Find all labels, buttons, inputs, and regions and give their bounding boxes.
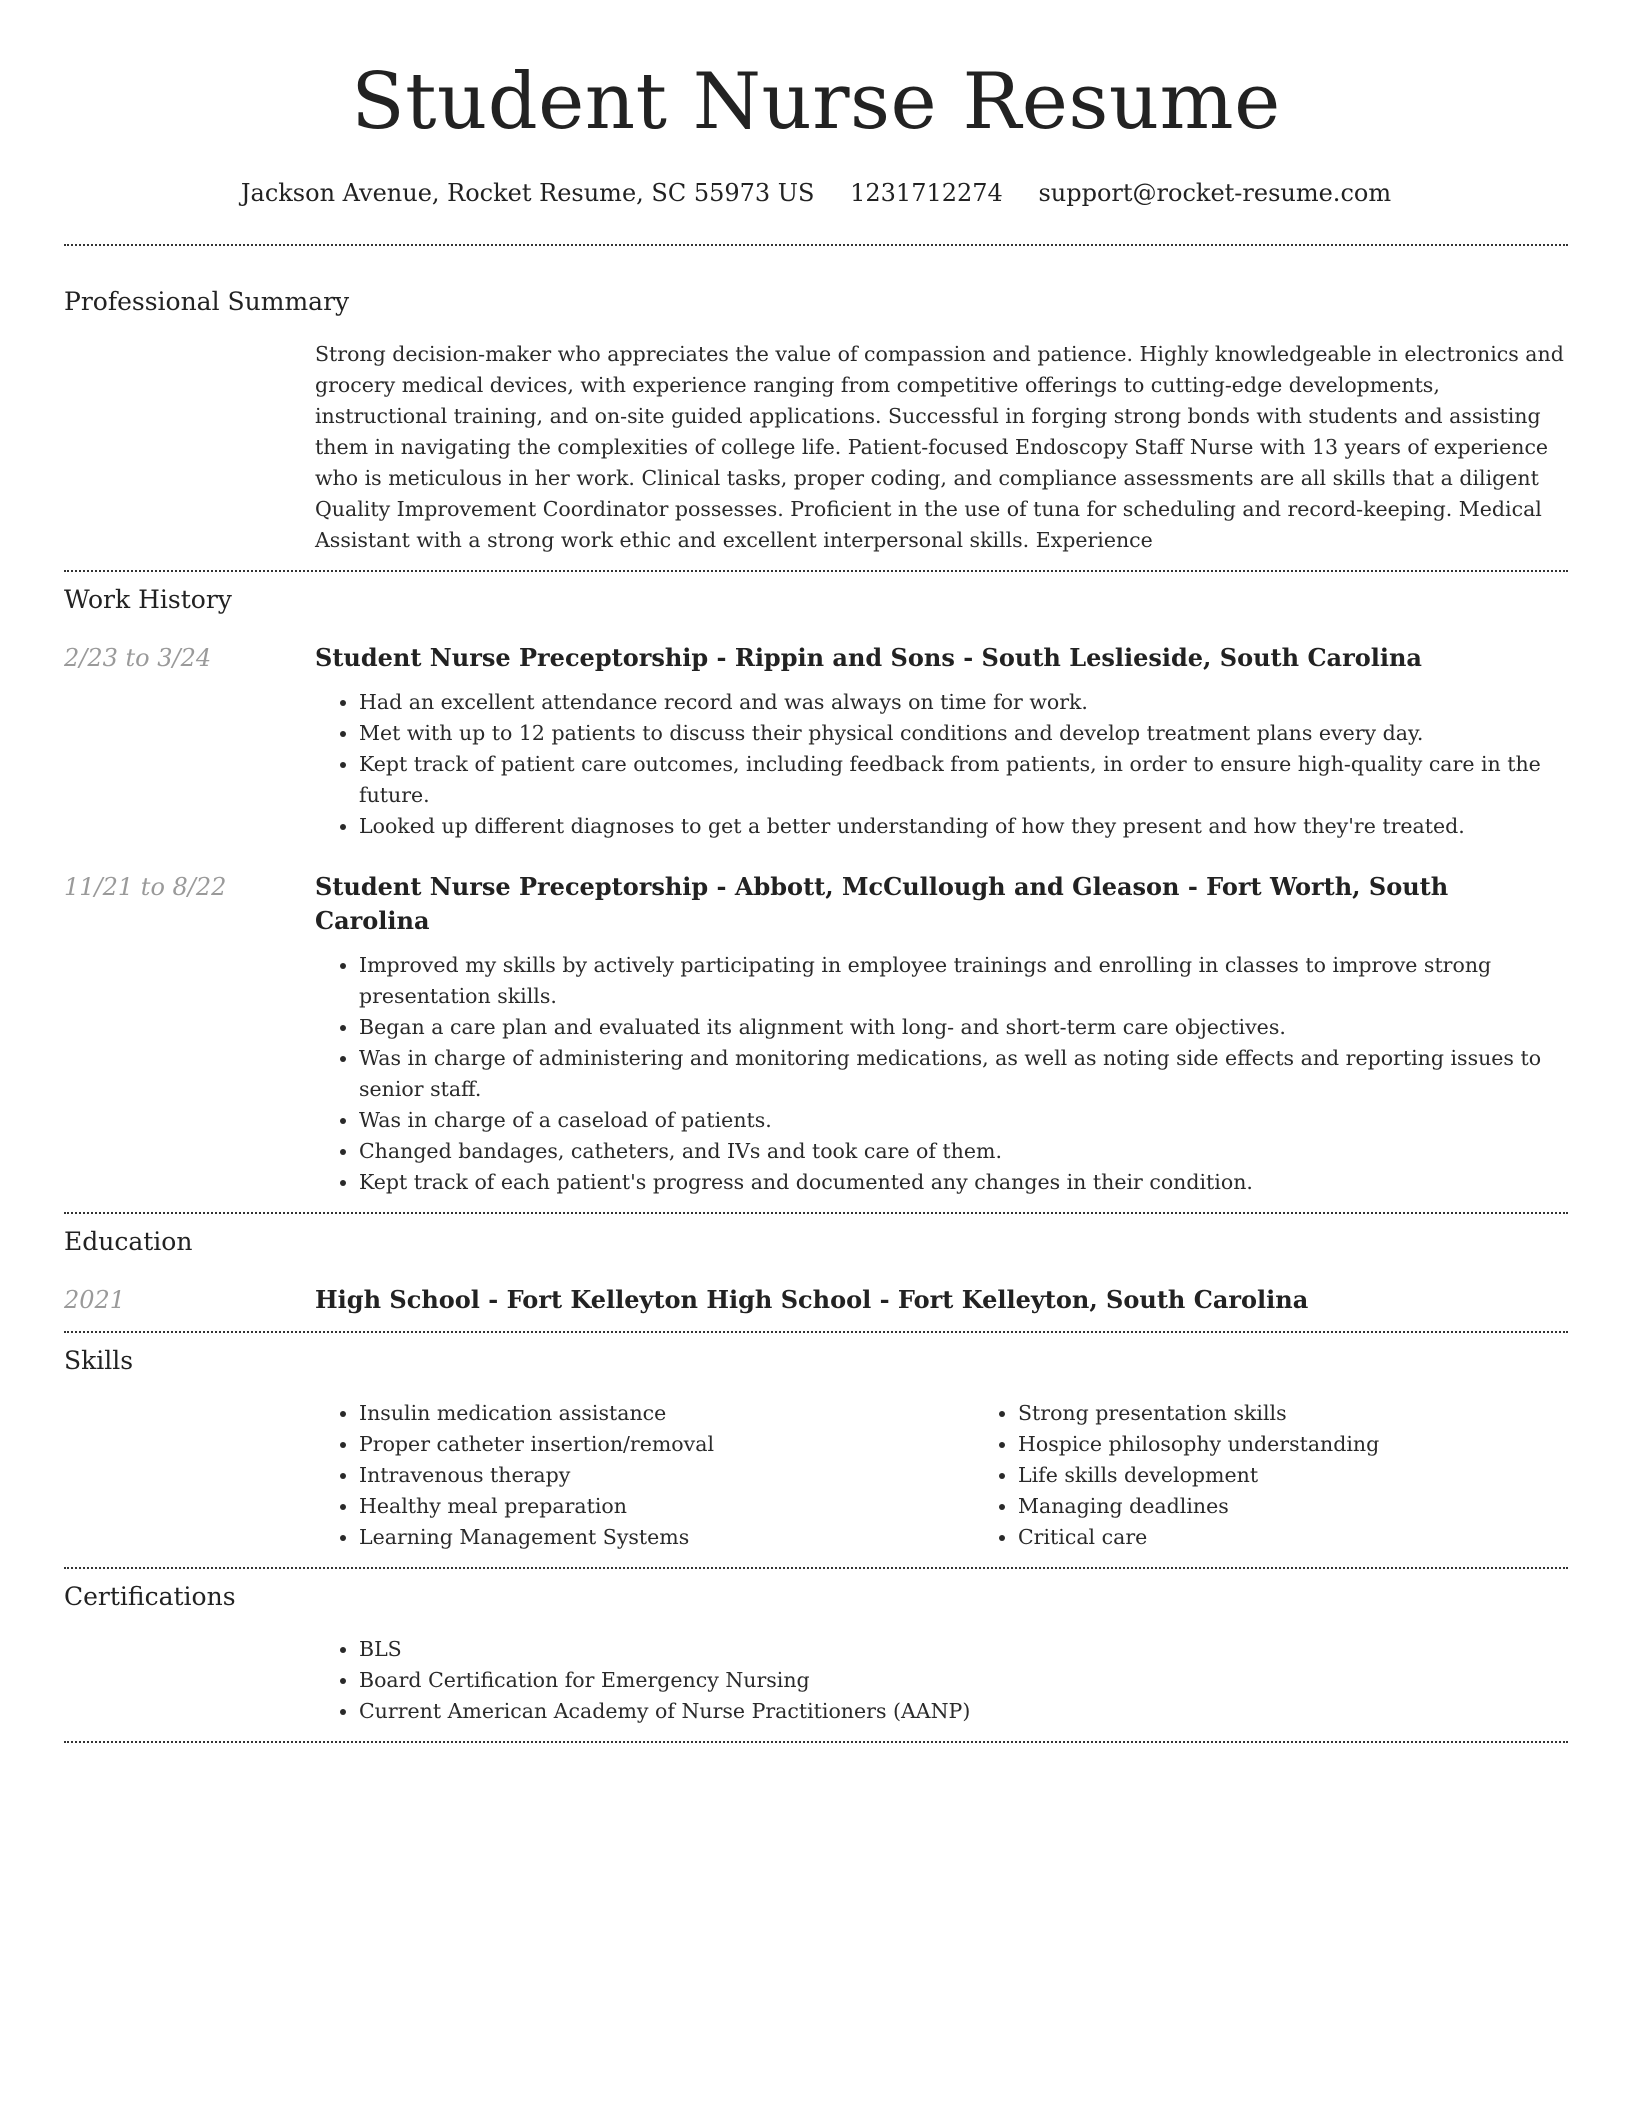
list-item: • Critical care	[1018, 1522, 1632, 1553]
job-dates: 2/23 to 3/24	[64, 644, 212, 672]
education-title: High School - Fort Kelleyton High School - Fort Kelleyton, South Carolina	[315, 1285, 1309, 1314]
education-entry	[64, 1283, 1568, 1317]
certifications-section	[64, 1569, 1568, 1741]
skills-section	[64, 1333, 1568, 1567]
job-entry	[64, 870, 1568, 1198]
list-item: • Life skills development	[1018, 1460, 1632, 1491]
list-item: • Board Certification for Emergency Nursing	[359, 1665, 1568, 1696]
list-item: • Kept track of each patient's progress and documented any changes in their condition.	[359, 1167, 1568, 1198]
skills-list-right	[974, 1398, 1632, 1553]
section-divider	[64, 1741, 1568, 1743]
skills-list-left	[315, 1398, 974, 1553]
job-bullets	[315, 950, 1568, 1198]
list-item: • Had an excellent attendance record and was always on time for work.	[359, 687, 1568, 718]
skills-grid	[315, 1398, 1632, 1553]
contact-email: support@rocket-resume.com	[1038, 179, 1392, 207]
job-title: Student Nurse Preceptorship - Rippin and Sons - South Leslieside, South Carolina	[315, 643, 1422, 672]
list-item: • Healthy meal preparation	[359, 1491, 974, 1522]
education-heading: Education	[64, 1227, 193, 1256]
summary-section	[64, 246, 1568, 570]
list-item: • Was in charge of a caseload of patients.	[359, 1105, 1568, 1136]
summary-text: Strong decision-maker who appreciates the value of compassion and patience. Highly knowledgeable in electronics and grocery medical devices, with experience ranging from competitive offerings to cutting-edge developments, instructional training, and on-site guided applications. Successful in forging strong bonds with students and assisting them in navigating the complexities of college life. Patient-focused Endoscopy Staff Nurse with 13 years of experience who is meticulous in her work. Clinical tasks, proper coding, and compliance assessments are all skills that a diligent Quality Improvement Coordinator possesses. Proficient in the use of tuna for scheduling and record-keeping. Medical Assistant with a strong work ethic and excellent interpersonal skills. Experience	[315, 342, 1564, 552]
job-title: Student Nurse Preceptorship - Abbott, McCullough and Gleason - Fort Worth, South Carolina	[315, 872, 1449, 935]
certifications-heading: Certifications	[64, 1582, 236, 1611]
certifications-list	[315, 1634, 1568, 1727]
contact-address: Jackson Avenue, Rocket Resume, SC 55973 US	[240, 179, 815, 207]
contact-line	[64, 176, 1568, 210]
list-item: • Looked up different diagnoses to get a better understanding of how they present and how they're treated.	[359, 811, 1568, 842]
resume-title: Student Nurse Resume	[351, 57, 1281, 147]
list-item: • Insulin medication assistance	[359, 1398, 974, 1429]
skills-heading: Skills	[64, 1346, 134, 1375]
list-item: • Managing deadlines	[1018, 1491, 1632, 1522]
list-item: • Strong presentation skills	[1018, 1398, 1632, 1429]
list-item: • Learning Management Systems	[359, 1522, 974, 1553]
list-item: • Intravenous therapy	[359, 1460, 974, 1491]
contact-phone: 1231712274	[850, 179, 1003, 207]
list-item: • Hospice philosophy understanding	[1018, 1429, 1632, 1460]
list-item: • Improved my skills by actively participating in employee trainings and enrolling in classes to improve strong presentation skills.	[359, 950, 1568, 1012]
job-bullets	[315, 687, 1568, 842]
resume-page	[64, 0, 1568, 1743]
list-item: • Was in charge of administering and monitoring medications, as well as noting side effects and reporting issues to senior staff.	[359, 1043, 1568, 1105]
work-history-section	[64, 572, 1568, 1212]
list-item: • Changed bandages, catheters, and IVs and took care of them.	[359, 1136, 1568, 1167]
list-item: • Met with up to 12 patients to discuss their physical conditions and develop treatment plans every day.	[359, 718, 1568, 749]
summary-heading: Professional Summary	[64, 287, 350, 316]
list-item: • Proper catheter insertion/removal	[359, 1429, 974, 1460]
list-item: • Kept track of patient care outcomes, including feedback from patients, in order to ensure high-quality care in the future.	[359, 749, 1568, 811]
education-year: 2021	[64, 1286, 126, 1314]
list-item: • BLS	[359, 1634, 1568, 1665]
education-section	[64, 1214, 1568, 1331]
list-item: • Began a care plan and evaluated its alignment with long- and short-term care objectives.	[359, 1012, 1568, 1043]
list-item: • Current American Academy of Nurse Practitioners (AANP)	[359, 1696, 1568, 1727]
job-entry	[64, 641, 1568, 842]
work-history-heading: Work History	[64, 585, 232, 614]
job-dates: 11/21 to 8/22	[64, 873, 227, 901]
